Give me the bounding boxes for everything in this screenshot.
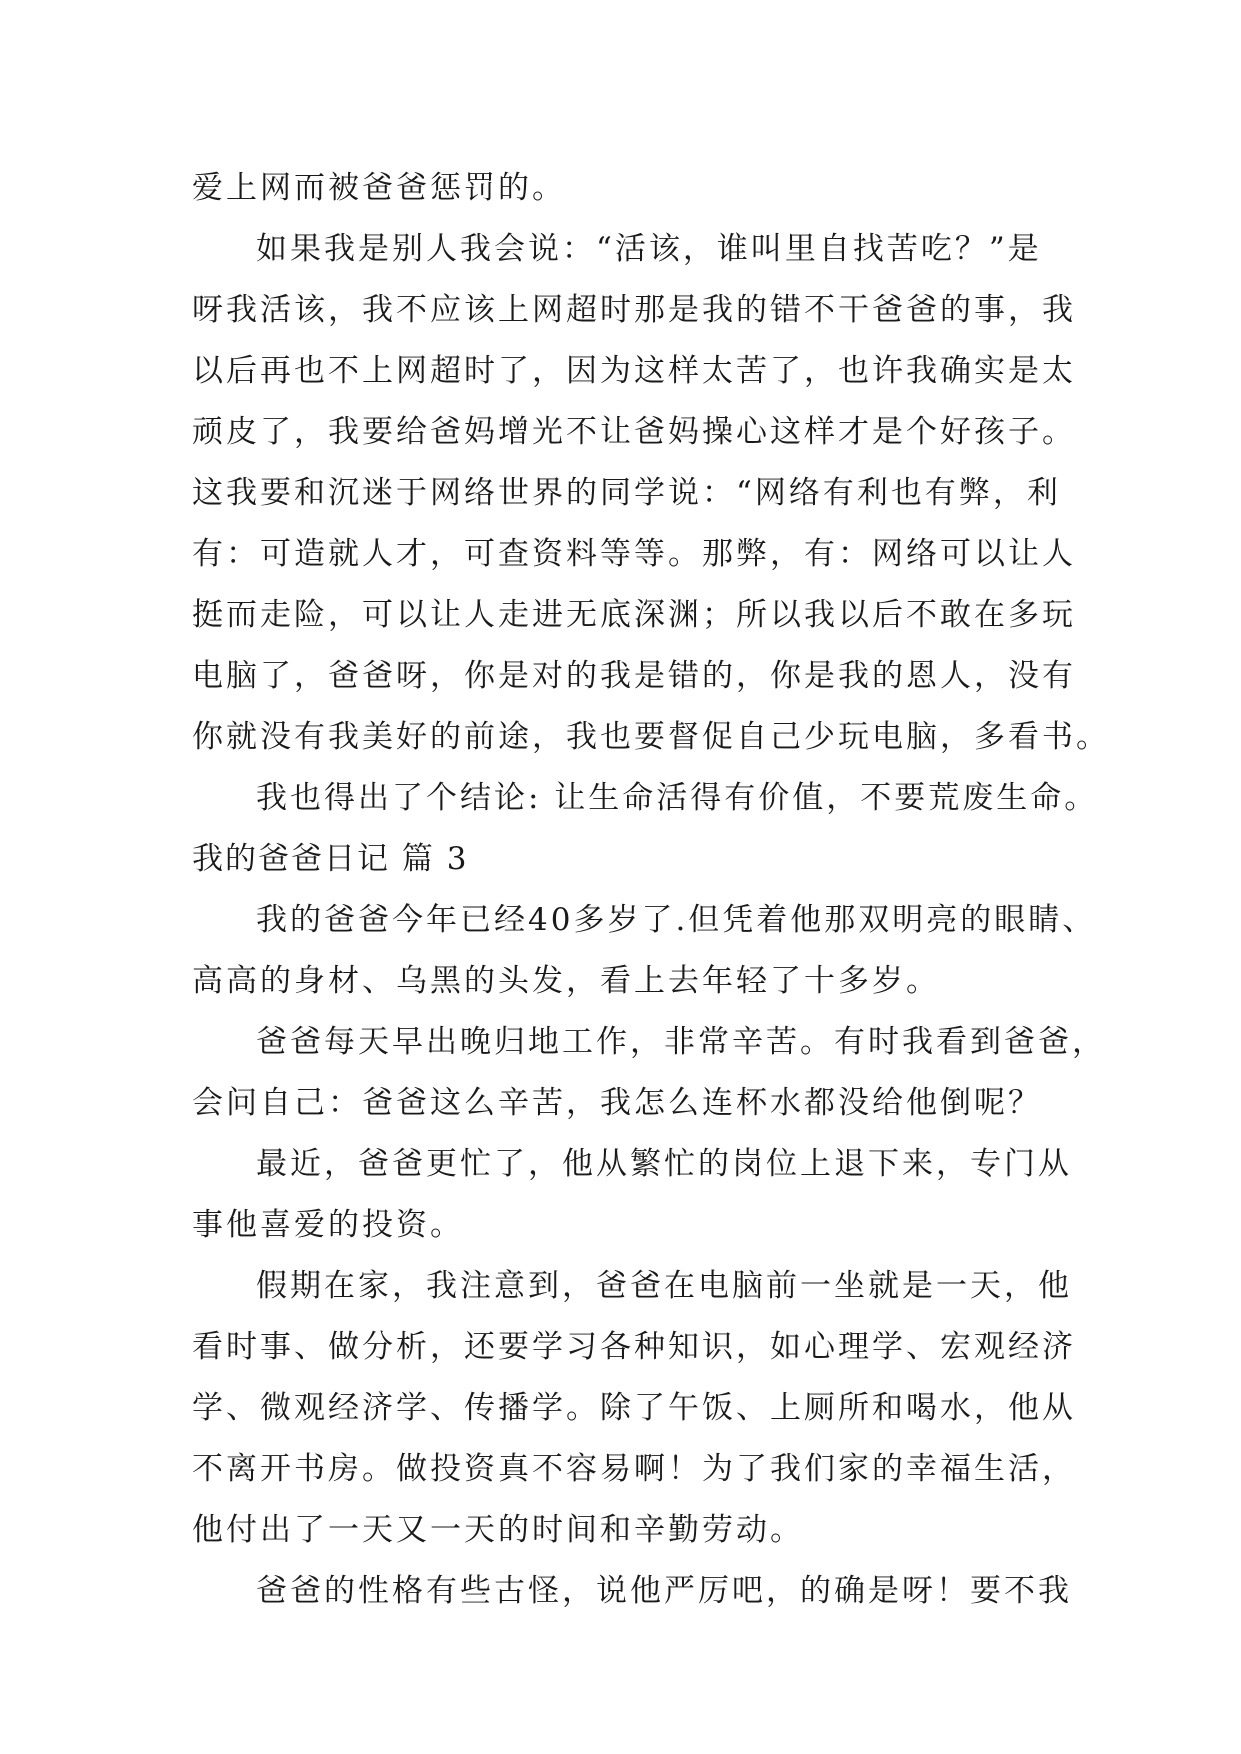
text-line: 这我要和沉迷于网络世界的同学说：“网络有利也有弊，利: [192, 475, 1061, 511]
text-line: 最近，爸爸更忙了，他从繁忙的岗位上退下来，专门从: [256, 1146, 1072, 1182]
text-line: 挺而走险，可以让人走进无底深渊；所以我以后不敢在多玩: [192, 597, 1076, 633]
text-line: 你就没有我美好的前途，我也要督促自己少玩电脑，多看书。: [192, 719, 1110, 755]
document-body: [192, 158, 1110, 1622]
text-line: 电脑了，爸爸呀，你是对的我是错的，你是我的恩人，没有: [192, 658, 1076, 694]
text-line: 事他喜爱的投资。: [192, 1207, 464, 1243]
text-line: 爸爸每天早出晚归地工作，非常辛苦。有时我看到爸爸，: [256, 1024, 1106, 1060]
text-line: 会问自己：爸爸这么辛苦，我怎么连杯水都没给他倒呢？: [192, 1085, 1042, 1121]
text-line: 他付出了一天又一天的时间和辛勤劳动。: [192, 1512, 804, 1548]
text-line: 以后再也不上网超时了，因为这样太苦了，也许我确实是太: [192, 353, 1076, 389]
text-line: 有：可造就人才，可查资料等等。那弊，有：网络可以让人: [192, 536, 1076, 572]
text-line: 如果我是别人我会说：“活该，谁叫里自找苦吃？”是: [256, 231, 1042, 267]
text-line: 看时事、做分析，还要学习各种知识，如心理学、宏观经济: [192, 1329, 1076, 1365]
text-line: 我的爸爸今年已经40多岁了.但凭着他那双明亮的眼睛、: [256, 902, 1097, 938]
section-heading: 我的爸爸日记 篇 3: [192, 841, 469, 877]
text-line: 呀我活该，我不应该上网超时那是我的错不干爸爸的事，我: [192, 292, 1076, 328]
text-line: 我也得出了个结论: 让生命活得有价值，不要荒废生命。: [256, 780, 1099, 816]
text-line: 爸爸的性格有些古怪，说他严厉吧，的确是呀！要不我: [256, 1573, 1072, 1609]
text-line: 顽皮了，我要给爸妈增光不让爸妈操心这样才是个好孩子。: [192, 414, 1076, 450]
text-line: 学、微观经济学、传播学。除了午饭、上厕所和喝水，他从: [192, 1390, 1076, 1426]
text-line: 高高的身材、乌黑的头发，看上去年轻了十多岁。: [192, 963, 940, 999]
text-line: 假期在家，我注意到，爸爸在电脑前一坐就是一天，他: [256, 1268, 1072, 1304]
text-line: 不离开书房。做投资真不容易啊！为了我们家的幸福生活，: [192, 1451, 1076, 1487]
text-line: 爱上网而被爸爸惩罚的。: [192, 170, 566, 206]
